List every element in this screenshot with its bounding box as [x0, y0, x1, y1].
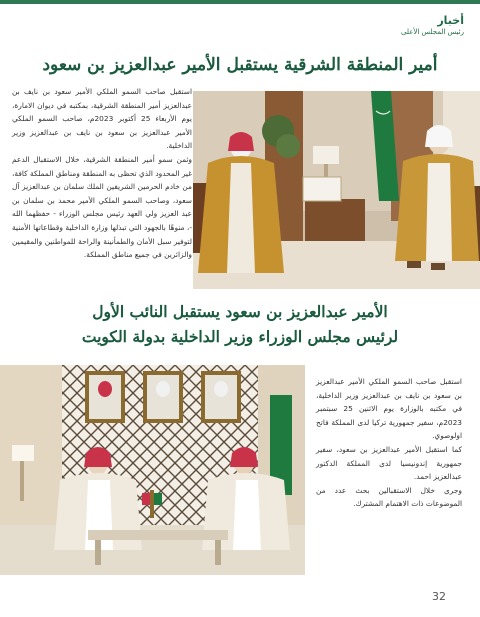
article1-headline: أمير المنطقة الشرقية يستقبل الأمير عبدالعزيز بن سعود: [42, 55, 438, 75]
meeting-photo-1: [193, 91, 480, 289]
article2-paragraph: وجرى خلال الاستقبالين بحث عدد من الموضوعات ذات الاهتمام المشترك.: [316, 485, 462, 509]
article2-photo: [0, 365, 305, 575]
article2-paragraph: استقبل صاحب السمو الملكي الأمير عبدالعزيز بن سعود بن نايف بن عبدالعزيز وزير الداخلية، في مكتبه بالوزارة يوم الاثنين 25 سبتمبر 2023م، سفير جمهورية تركيا لدى المملكة فاتح اولوصوي.: [316, 377, 462, 441]
article2-headline-line2: لرئيس مجلس الوزراء وزير الداخلية بدولة الكويت: [81, 327, 399, 346]
article1-photo: [193, 91, 480, 289]
article1-paragraph: وثمن سمو أمير المنطقة الشرقية، خلال الاستقبال الدعم غير المحدود الذي تحظى به المنطقة ومناطق المملكة كافة، من خادم الحرمين الشريفين الملك سلمان بن عبدالعزيز آل سعود، وصاحب السمو الملكي الأمير محمد بن سلمان بن عبد العزيز ولي العهد رئيس مجلس الوزراء - حفظهما الله -، منوهًا بالجهود التي تبذلها وزارة الداخلية وقطاعاتها الأمنية لتوفير سبل الأمان والطمأنينة والراحة للمواطنين والمقيمين والزائرين في جميع مناطق المملكة.: [12, 154, 192, 260]
article1-body: [12, 85, 192, 262]
page-number: 32: [432, 590, 446, 603]
article2-paragraph: كما استقبل الأمير عبدالعزيز بن سعود، سفير جمهورية إندونيسيا لدى المملكة الدكتور عبدالعزيز احمد.: [316, 444, 462, 482]
section-title: أخبار: [437, 14, 464, 27]
meeting-photo-2: [0, 365, 305, 575]
section-tag: [401, 14, 464, 36]
section-subtitle: رئيس المجلس الأعلى: [401, 28, 464, 36]
article1-paragraph: استقبل صاحب السمو الملكي الأمير سعود بن نايف بن عبدالعزيز أمير المنطقة الشرقية، بمكتبه في ديوان الامارة، يوم الأربعاء 25 أكتوبر 2023م، صاحب السمو الملكي الأمير عبدالعزيز بن سعود بن نايف بن عبدالعزيز وزير الداخلية.: [12, 87, 192, 151]
article2-headline-line1: الأمير عبدالعزيز بن سعود يستقبل النائب الأول: [92, 302, 388, 321]
article2-body: [316, 375, 462, 511]
top-accent-bar: [0, 0, 480, 4]
